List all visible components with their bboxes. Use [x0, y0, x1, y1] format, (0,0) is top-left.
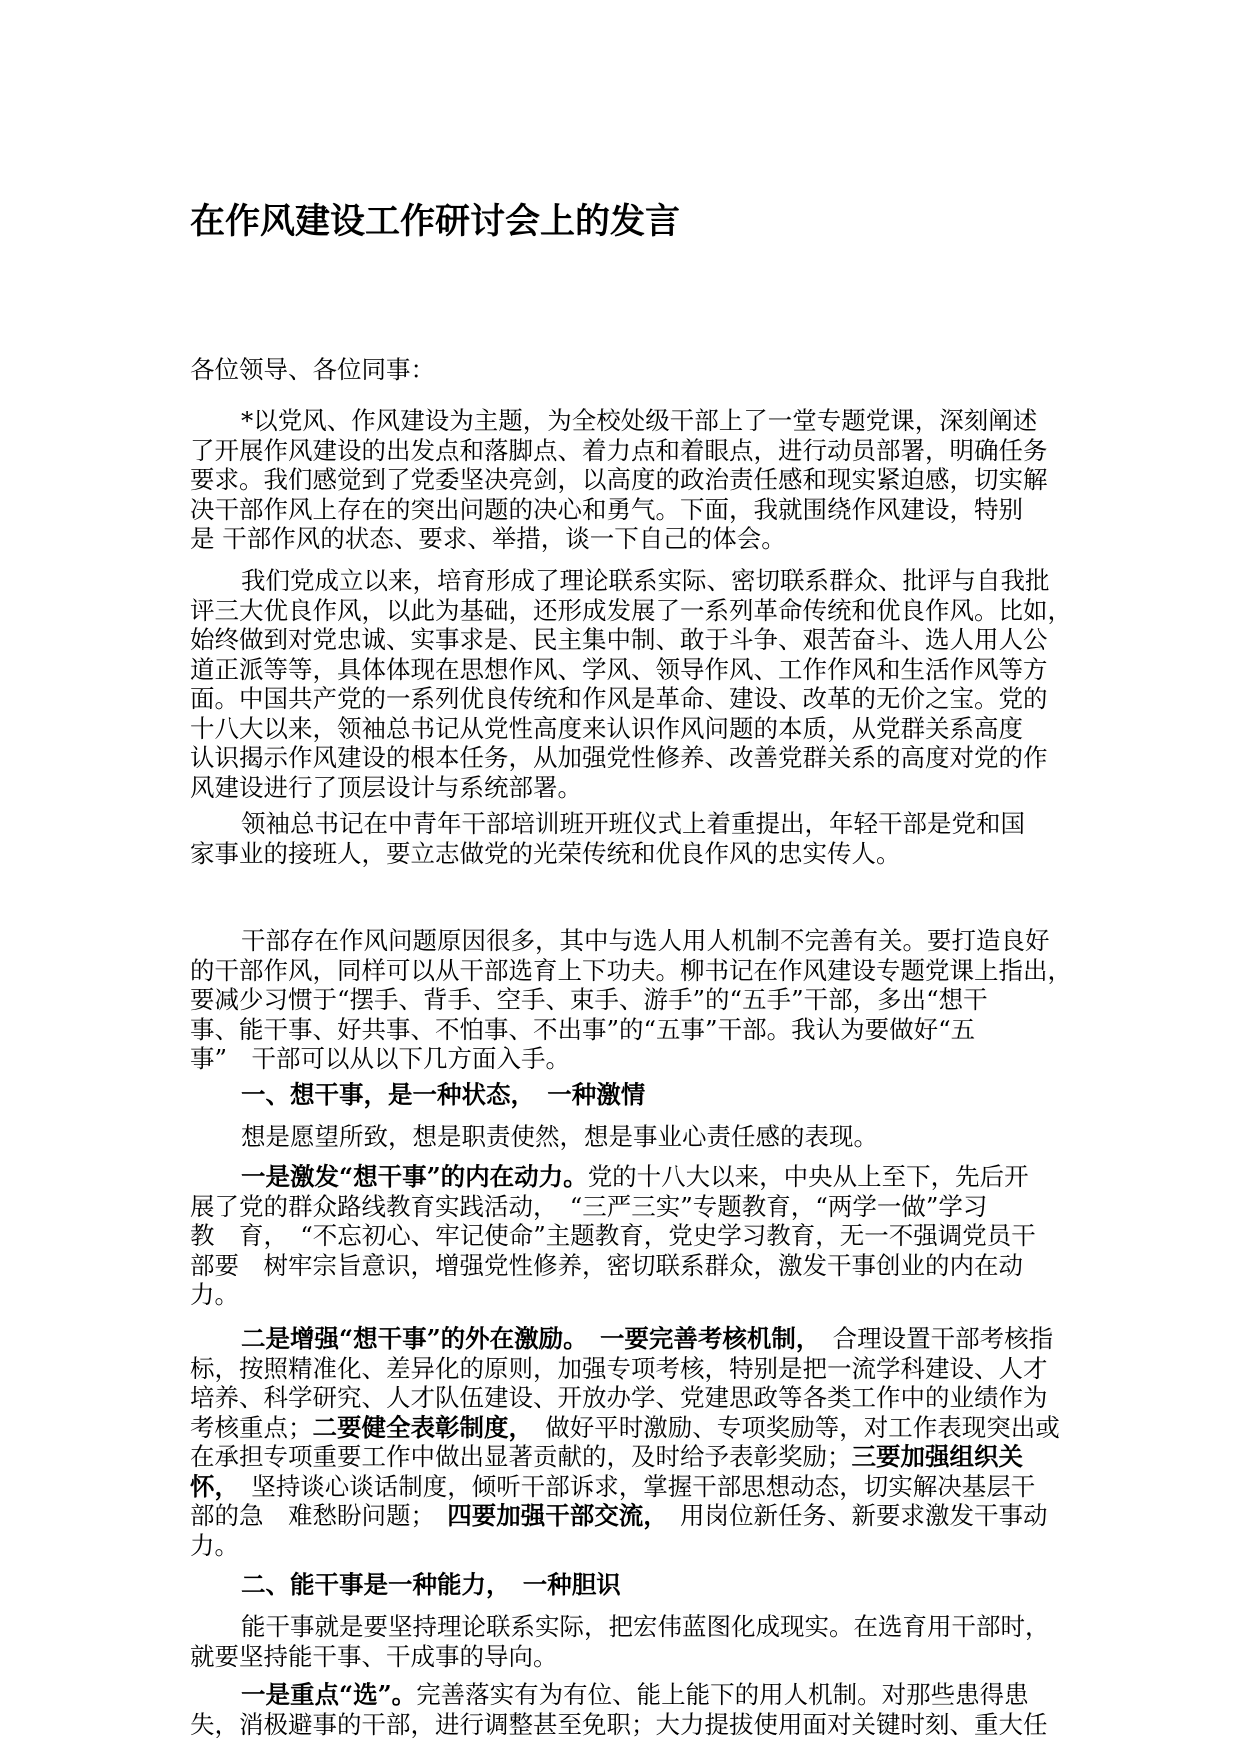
- bold-text: 一是激发“想干事”的内在动力。: [241, 1162, 588, 1191]
- bold-text: 二、能干事是一种能力， 一种胆识: [241, 1570, 621, 1599]
- text-line: [190, 1501, 1070, 1531]
- text-span: 完善落实有为有位、能上能下的用人机制。对那些患得患: [416, 1680, 1029, 1709]
- text-span: 事、能干事、好共事、不怕事、不出事”的“五事”干部。我认为要做好“五: [190, 1014, 976, 1044]
- paragraph: [190, 566, 1070, 802]
- text-span: 培养、科学研究、人才队伍建设、开放办学、党建思政等各类工作中的业绩作为: [190, 1383, 1048, 1412]
- text-line: [190, 625, 1070, 655]
- text-line: [190, 1015, 1070, 1045]
- text-span: *以党风、作风建设为主题，为全校处级干部上了一堂专题党课，深刻阐述: [241, 406, 1038, 435]
- paragraph: [190, 1570, 1070, 1600]
- text-span: 事” 干部可以从以下几方面入手。: [190, 1044, 571, 1073]
- bold-text: 二要健全表彰制度，: [312, 1412, 521, 1442]
- text-span: 就要坚持能干事、干成事的导向。: [190, 1641, 558, 1671]
- text-span: 风建设进行了顶层设计与系统部署。: [190, 772, 582, 802]
- text-line: [190, 406, 1070, 436]
- text-span: 坚持谈心谈话制度，倾听干部诉求，掌握干部思想动态，切实解决基层干: [226, 1471, 1036, 1501]
- text-line: [190, 1221, 1070, 1251]
- text-span: 始终做到对党忠诚、实事求是、民主集中制、敢于斗争、艰苦奋斗、选人用人公: [190, 625, 1048, 654]
- bold-text: 三要加强组织关: [851, 1442, 1023, 1471]
- text-line: [190, 1531, 1070, 1561]
- text-line: [190, 839, 1070, 869]
- text-span: 要求。我们感觉到了党委坚决亮剑，以高度的政治责任感和现实紧迫感，切实解: [190, 465, 1048, 494]
- text-span: 十八大以来，领袖总书记从党性高度来认识作风问题的本质，从党群关系高度: [190, 713, 1023, 743]
- text-span: 用岗位新任务、新要求激发干事动: [655, 1501, 1048, 1530]
- text-span: 想是愿望所致，想是职责使然，想是事业心责任感的表现。: [241, 1122, 878, 1151]
- text-span: 失，消极避事的干部，进行调整甚至免职；大力提拔使用面对关键时刻、重大任: [190, 1709, 1048, 1739]
- text-line: [190, 596, 1070, 626]
- paragraph: [190, 809, 1070, 868]
- paragraph: [190, 1680, 1070, 1739]
- text-line: [190, 1612, 1070, 1642]
- text-span: 部的急 难愁盼问题；: [190, 1501, 448, 1530]
- text-line: [190, 1442, 1070, 1472]
- bold-text: 四要加强干部交流，: [447, 1501, 656, 1530]
- text-span: 了开展作风建设的出发点和落脚点、着力点和着眼点，进行动员部署，明确任务: [190, 435, 1048, 465]
- text-span: 的干部作风，同样可以从干部选育上下功夫。柳书记在作风建设专题党课上指出，: [190, 955, 1072, 985]
- paragraph: [190, 1080, 1070, 1110]
- text-span: 部要 树牢宗旨意识，增强党性修养，密切联系群众，激发干事创业的内在动: [190, 1250, 1023, 1280]
- text-span: 我们党成立以来，培育形成了理论联系实际、密切联系群众、批评与自我批: [241, 566, 1050, 595]
- text-line: [190, 1162, 1070, 1192]
- text-line: [190, 985, 1070, 1015]
- text-span: 能干事就是要坚持理论联系实际，把宏伟蓝图化成现实。在选育用干部时，: [241, 1612, 1050, 1641]
- bold-text: 一是重点“选”。: [241, 1680, 417, 1709]
- text-span: 做好平时激励、专项奖励等，对工作表现突出或: [520, 1412, 1060, 1442]
- text-line: [190, 1383, 1070, 1413]
- salutation: [190, 355, 1070, 385]
- text-line: [190, 1080, 1070, 1110]
- text-span: 展了党的群众路线教育实践活动， “三严三实”专题教育，“两学一做”学习: [190, 1191, 988, 1221]
- text-line: [190, 1192, 1070, 1222]
- text-span: 认识揭示作风建设的根本任务，从加强党性修养、改善党群关系的高度对党的作: [190, 743, 1048, 772]
- text-line: [190, 566, 1070, 596]
- text-span: 教 育， “不忘初心、牢记使命”主题教育，党史学习教育，无一不强调党员干: [190, 1221, 1036, 1250]
- text-span: 干部存在作风问题原因很多，其中与选人用人机制不完善有关。要打造良好: [241, 926, 1050, 955]
- text-line: [190, 495, 1070, 525]
- text-line: [190, 1354, 1070, 1384]
- text-line: [190, 1680, 1070, 1710]
- text-span: 决干部作风上存在的突出问题的决心和勇气。下面，我就围绕作风建设，特别: [190, 494, 1023, 524]
- text-line: [190, 1642, 1070, 1672]
- text-span: 在承担专项重要工作中做出显著贡献的，及时给予表彰奖励；: [190, 1442, 852, 1471]
- text-line: [190, 465, 1070, 495]
- paragraph: [190, 1612, 1070, 1671]
- text-line: [190, 1044, 1070, 1074]
- bold-text: 一、想干事，是一种状态， 一种激情: [241, 1080, 646, 1109]
- bold-text: 一要完善考核机制，: [599, 1324, 809, 1353]
- text-line: [190, 743, 1070, 773]
- paragraph: [190, 1122, 1070, 1152]
- text-line: [190, 1251, 1070, 1281]
- text-span: 合理设置干部考核指: [808, 1324, 1054, 1353]
- text-line: [190, 1710, 1070, 1740]
- paragraph: [190, 1162, 1070, 1310]
- text-line: [190, 773, 1070, 803]
- text-span: 标，按照精准化、差异化的原则，加强专项考核，特别是把一流学科建设、人才: [190, 1353, 1048, 1383]
- text-span: 评三大优良作风，以此为基础，还形成发展了一系列革命传统和优良作风。比如，: [190, 595, 1072, 625]
- paragraph: [190, 1324, 1070, 1560]
- text-line: [190, 524, 1070, 554]
- text-line: [190, 1570, 1070, 1600]
- bold-text: 二是增强“想干事”的外在激励。: [241, 1324, 600, 1353]
- text-line: [190, 926, 1070, 956]
- text-span: 是 干部作风的状态、要求、举措，谈一下自己的体会。: [190, 524, 786, 553]
- text-line: [190, 1324, 1070, 1354]
- text-span: 力。: [190, 1280, 239, 1309]
- text-span: 要减少习惯于“摆手、背手、空手、束手、游手”的“五手”干部，多出“想干: [190, 985, 988, 1014]
- text-line: [190, 1122, 1070, 1152]
- paragraph: [190, 926, 1070, 1074]
- text-line: [190, 1280, 1070, 1310]
- text-line: [190, 684, 1070, 714]
- text-span: 领袖总书记在中青年干部培训班开班仪式上着重提出，年轻干部是党和国: [241, 809, 1025, 838]
- text-line: [190, 1472, 1070, 1502]
- text-line: [190, 714, 1070, 744]
- text-span: 面。中国共产党的一系列优良传统和作风是革命、建设、改革的无价之宝。党的: [190, 684, 1048, 713]
- text-line: [190, 655, 1070, 685]
- text-span: 考核重点；: [190, 1412, 313, 1442]
- text-span: 各位领导、各位同事：: [190, 355, 435, 384]
- text-span: 党的十八大以来，中央从上至下，先后开: [587, 1162, 1029, 1191]
- text-span: 力。: [190, 1530, 239, 1560]
- text-line: [190, 1413, 1070, 1443]
- document-title: 在作风建设工作研讨会上的发言: [190, 201, 681, 242]
- bold-text: 怀，: [190, 1471, 227, 1501]
- paragraph: [190, 406, 1070, 554]
- text-span: 家事业的接班人，要立志做党的光荣传统和优良作风的忠实传人。: [190, 838, 901, 868]
- text-line: [190, 809, 1070, 839]
- text-span: 道正派等等，具体体现在思想作风、学风、领导作风、工作作风和生活作风等方: [190, 654, 1048, 684]
- text-line: [190, 956, 1070, 986]
- text-line: [190, 436, 1070, 466]
- text-line: [190, 355, 1070, 385]
